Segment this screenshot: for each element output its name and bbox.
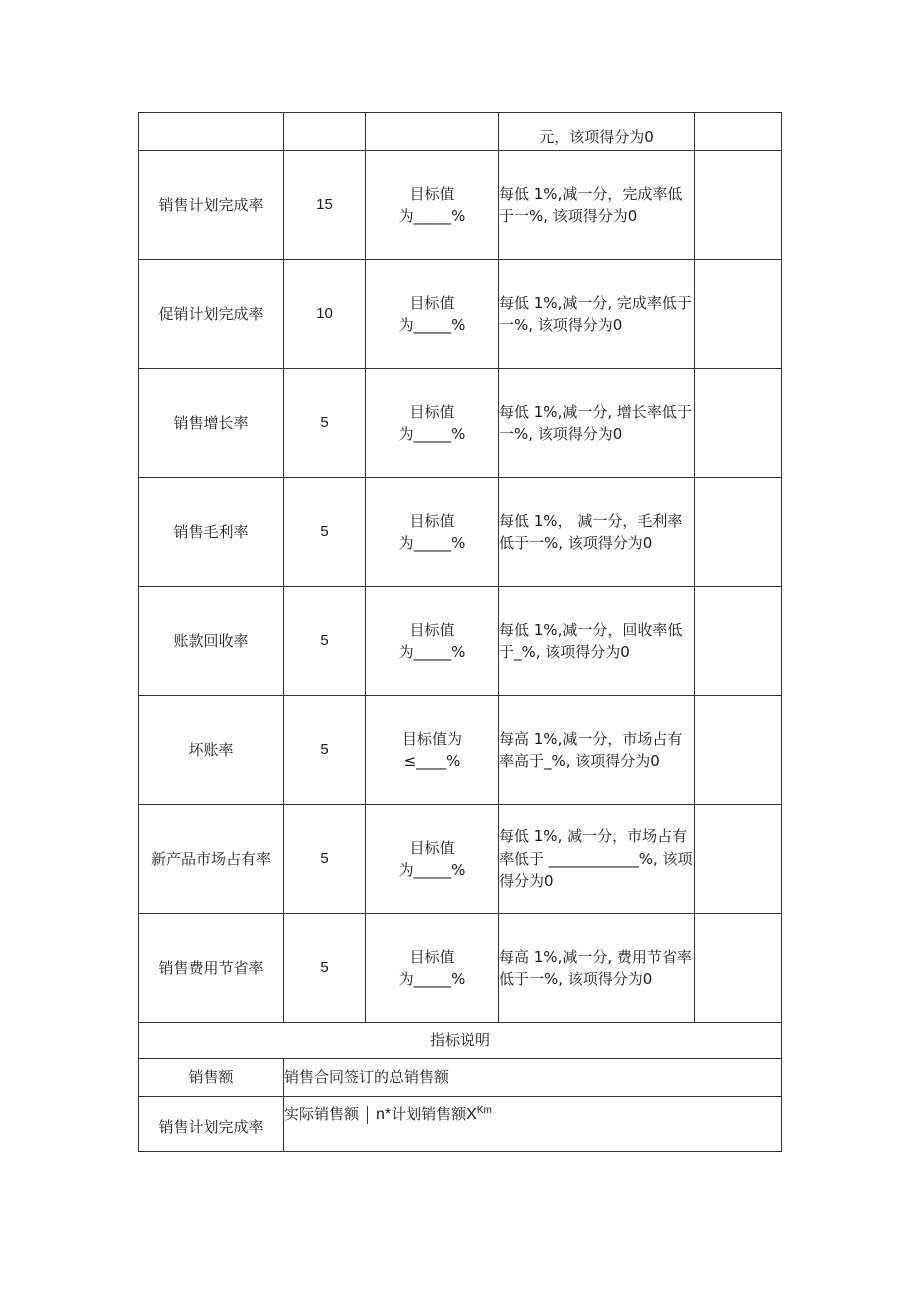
indicator-name: 销售费用节省率	[139, 914, 284, 1023]
target-line-1: 目标值为	[401, 729, 462, 748]
table-row	[139, 260, 782, 369]
table-cell	[695, 805, 782, 914]
table-row	[139, 805, 782, 914]
table-row	[139, 914, 782, 1023]
target-line-1: 目标值	[409, 511, 455, 530]
target-line-1: 目标值	[409, 620, 455, 639]
table-row	[139, 587, 782, 696]
indicator-score: 15	[284, 151, 366, 260]
target-line-1: 目标值	[409, 293, 455, 312]
desc-title: 指标说明	[139, 1023, 782, 1059]
table-cell	[695, 151, 782, 260]
indicator-name: 坏账率	[139, 696, 284, 805]
desc-name: 销售额	[139, 1059, 284, 1097]
table-cell	[695, 369, 782, 478]
table-row	[139, 478, 782, 587]
indicator-rule: 每低 1%,减一分, 增长率低于一%, 该项得分为0	[499, 369, 695, 478]
rule-cell: 元，该项得分为0	[499, 113, 695, 151]
indicator-rule: 每低 1%， 减一分，毛利率低于一%, 该项得分为0	[499, 478, 695, 587]
indicator-target	[366, 914, 499, 1023]
indicator-score: 5	[284, 369, 366, 478]
formula-n: n*	[376, 1106, 392, 1123]
target-line-1: 目标值	[409, 402, 455, 421]
indicator-name: 销售毛利率	[139, 478, 284, 587]
desc-formula-row	[139, 1097, 782, 1152]
indicator-rule: 每低 1%, 减一分，市场占有率低于 ____________%, 该项得分为0	[499, 805, 695, 914]
indicator-name: 新产品市场占有率	[139, 805, 284, 914]
indicator-score: 5	[284, 478, 366, 587]
target-line-2: 为_____%	[398, 425, 466, 443]
target-line-1: 目标值	[409, 947, 455, 966]
target-line-1: 目标值	[409, 184, 455, 203]
target-line-2: 为_____%	[398, 534, 466, 552]
indicator-name: 销售计划完成率	[139, 151, 284, 260]
table-cell	[284, 113, 366, 151]
indicator-rule: 每高 1%,减一分, 费用节省率低于一%, 该项得分为0	[499, 914, 695, 1023]
formula-cell	[284, 1097, 782, 1152]
indicator-target	[366, 805, 499, 914]
indicator-score: 5	[284, 696, 366, 805]
desc-row	[139, 1059, 782, 1097]
table-cell	[695, 587, 782, 696]
formula-x: X	[466, 1106, 477, 1123]
indicator-target	[366, 696, 499, 805]
indicator-target	[366, 260, 499, 369]
table-cell	[695, 113, 782, 151]
table-cell	[366, 113, 499, 151]
target-line-2: 为_____%	[398, 970, 466, 988]
formula-sup: Km	[476, 1105, 492, 1116]
indicator-rule: 每低 1%,减一分, 完成率低于一%, 该项得分为0	[499, 260, 695, 369]
target-line-2: 为_____%	[398, 316, 466, 334]
target-line-2: ≤____%	[403, 752, 461, 770]
indicator-target	[366, 369, 499, 478]
desc-value: 销售合同签订的总销售额	[284, 1059, 782, 1097]
indicator-target	[366, 151, 499, 260]
kpi-table	[138, 112, 782, 1152]
table-cell	[695, 696, 782, 805]
indicator-rule: 每高 1%,减一分，市场占有率高于_%, 该项得分为0	[499, 696, 695, 805]
target-line-2: 为_____%	[398, 861, 466, 879]
indicator-score: 10	[284, 260, 366, 369]
indicator-score: 5	[284, 587, 366, 696]
target-line-2: 为_____%	[398, 643, 466, 661]
table-cell	[695, 478, 782, 587]
target-line-2: 为_____%	[398, 207, 466, 225]
indicator-score: 5	[284, 805, 366, 914]
table-row	[139, 696, 782, 805]
indicator-score: 5	[284, 914, 366, 1023]
continuation-row	[139, 113, 782, 151]
table-cell	[695, 260, 782, 369]
desc-title-row	[139, 1023, 782, 1059]
indicator-target	[366, 587, 499, 696]
indicator-rule: 每低 1%,减一分，完成率低于一%, 该项得分为0	[499, 151, 695, 260]
target-line-1: 目标值	[409, 838, 455, 857]
formula-planned-sales: 计划销售额	[391, 1105, 467, 1123]
desc-name: 销售计划完成率	[139, 1097, 284, 1152]
table-cell	[695, 914, 782, 1023]
indicator-name: 销售增长率	[139, 369, 284, 478]
indicator-name: 账款回收率	[139, 587, 284, 696]
divider-bar	[367, 1106, 368, 1124]
indicator-rule: 每低 1%,减一分，回收率低于_%, 该项得分为0	[499, 587, 695, 696]
table-cell	[139, 113, 284, 151]
indicator-name: 促销计划完成率	[139, 260, 284, 369]
table-row	[139, 151, 782, 260]
formula-actual-sales: 实际销售额	[284, 1105, 360, 1123]
table-row	[139, 369, 782, 478]
indicator-target	[366, 478, 499, 587]
